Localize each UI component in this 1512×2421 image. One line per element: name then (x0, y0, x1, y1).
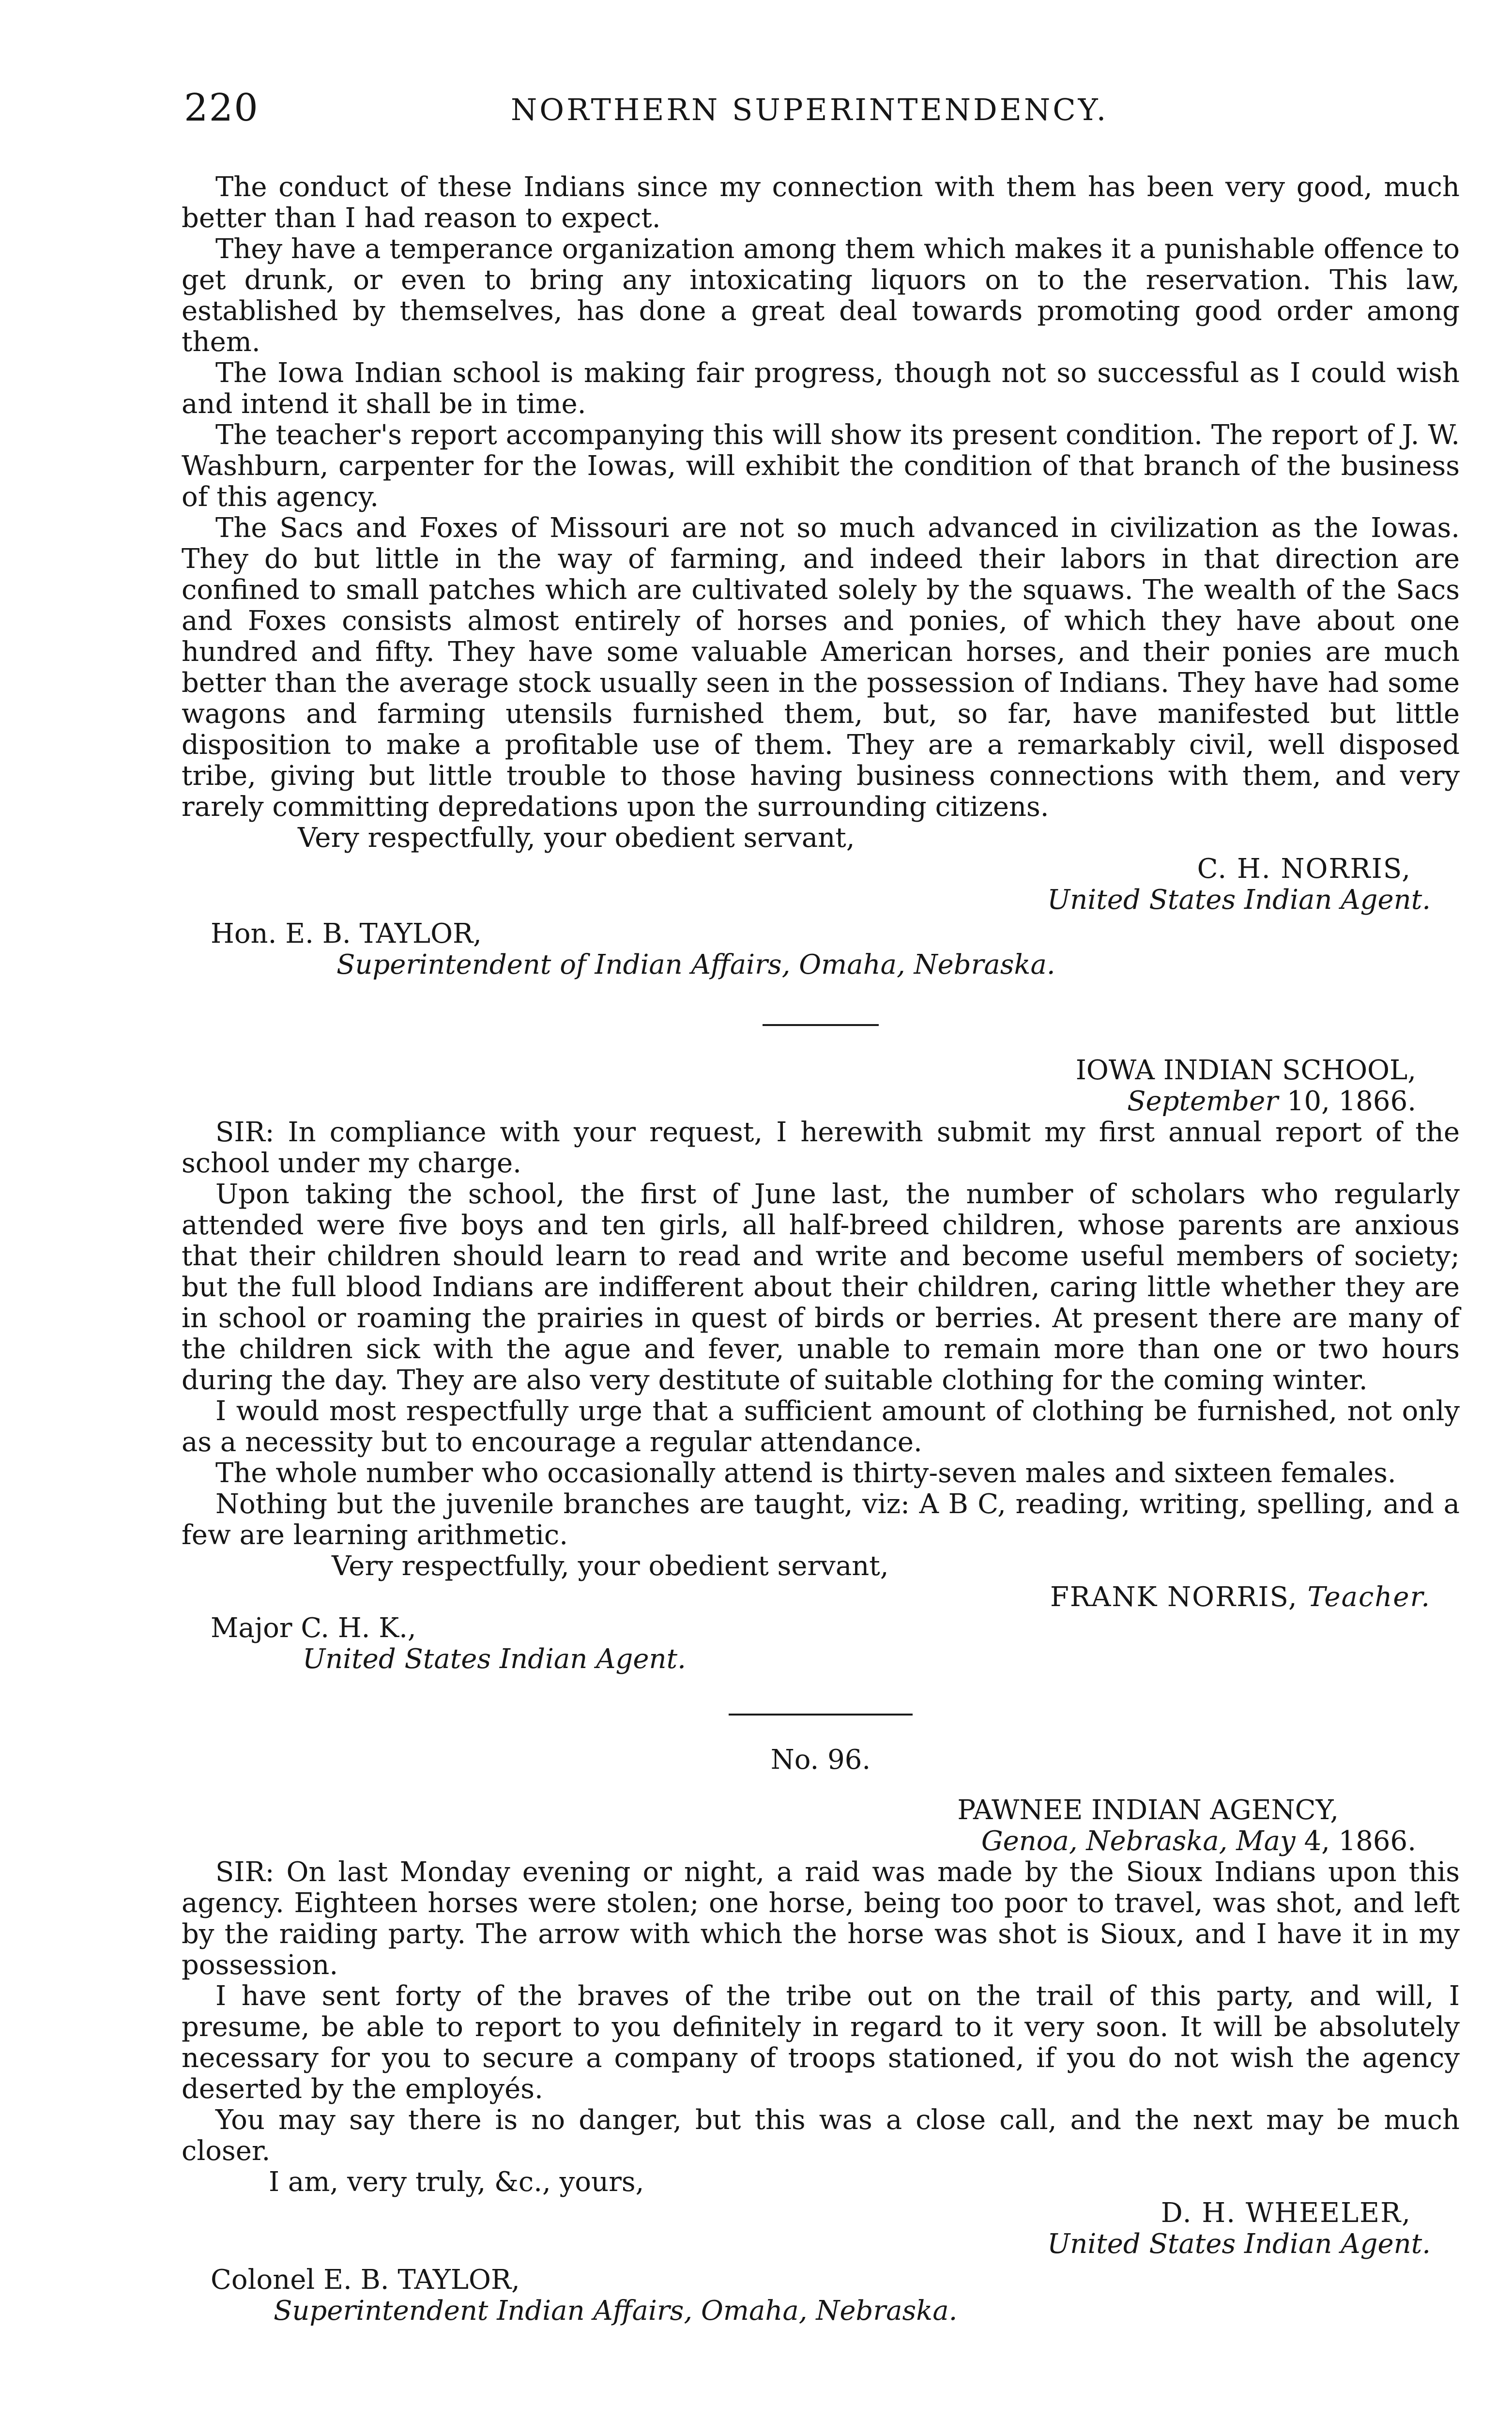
letter-pawnee-agency (182, 1745, 1460, 2327)
paragraph: You may say there is no danger, but this was a close call, and the next may be much closer. (182, 2104, 1460, 2167)
document-number: No. 96. (770, 1744, 871, 1776)
paragraph: The teacher's report accompanying this will show its present condition. The report of J. W. Washburn, carpenter for the Iowas, will exhibit the condition of that branch of the business of this agency. (182, 419, 1460, 513)
paragraph: The conduct of these Indians since my connection with them has been very good, much better than I had reason to expect. (182, 171, 1460, 234)
dateline (182, 1795, 1460, 1857)
dateline-place: IOWA INDIAN SCHOOL, (1075, 1055, 1416, 1086)
paragraph: I would most respectfully urge that a sufficient amount of clothing be furnished, not only as a necessity but to encourage a regular attendance. (182, 1395, 1460, 1458)
dateline (182, 1055, 1460, 1117)
paragraph: SIR: In compliance with your request, I herewith submit my first annual report of the school under my charge. (182, 1117, 1460, 1179)
dateline-place: PAWNEE INDIAN AGENCY, (957, 1794, 1339, 1826)
page-number: 220 (184, 86, 259, 130)
signature-block (182, 2198, 1460, 2260)
signature-block (182, 1582, 1460, 1613)
paragraph: The whole number who occasionally attend is thirty-seven males and sixteen females. (215, 1457, 1396, 1489)
signature-title: United States Indian Agent. (1047, 2228, 1431, 2260)
addressee-name: Colonel E. B. TAYLOR, (211, 2264, 520, 2296)
salutation: SIR: (215, 1856, 275, 1888)
dateline-date: Genoa, Nebraska, May 4, 1866. (981, 1825, 1416, 1857)
paragraph: SIR: On last Monday evening or night, a raid was made by the Sioux Indians upon this agency. Eighteen horses were stolen; one horse, being too poor to travel, was shot, and left by the raiding party. The arrow with which the horse was shot is Sioux, and I have it in my possession. (182, 1856, 1460, 1981)
addressee (182, 1613, 1460, 1675)
signature-name: D. H. WHEELER, (1161, 2197, 1411, 2229)
page-body (182, 172, 1460, 2327)
paragraph: They have a temperance organization among them which makes it a punishable offence to get drunk, or even to bring any intoxicating liquors on to the reservation. This law, established by themselves, has done a great deal towards promoting good order among them. (182, 233, 1460, 358)
paragraph: Upon taking the school, the first of June last, the number of scholars who regularly attended were five boys and ten girls, all half-breed children, whose parents are anxious that their children should learn to read and write and become useful members of society; but the full blood Indians are indifferent about their children, caring little whether they are in school or roaming the prairies in quest of birds or berries. At present there are many of the children sick with the ague and fever, unable to remain more than one or two hours during the day. They are also very destitute of suitable clothing for the coming winter. (182, 1179, 1460, 1396)
signature-line (182, 1582, 1431, 1613)
dateline-date: September 10, 1866. (1127, 1086, 1416, 1117)
paragraph: The Sacs and Foxes of Missouri are not so much advanced in civilization as the Iowas. They do but little in the way of farming, and indeed their labors in that direction are confined to small patches which are cultivated solely by the squaws. The wealth of the Sacs and Foxes consists almost entirely of horses and ponies, of which they have about one hundred and fifty. They have some valuable American horses, and their ponies are much better than the average stock usually seen in the possession of Indians. They have had some wagons and farming utensils furnished them, but, so far, have manifested but little disposition to make a profitable use of them. They are a remarkably civil, well disposed tribe, giving but little trouble to those having business connections with them, and very rarely committing depredations upon the surrounding citizens. (182, 512, 1460, 823)
running-title: NORTHERN SUPERINTENDENCY. (511, 92, 1109, 127)
letter-iowa-school-report (182, 1055, 1460, 1675)
page-header (184, 86, 1450, 139)
addressee-title: United States Indian Agent. (303, 1643, 686, 1675)
addressee-name: Hon. E. B. TAYLOR, (211, 918, 482, 950)
letter-norris-agent (182, 172, 1460, 981)
salutation: SIR: (215, 1117, 275, 1148)
paragraph: Nothing but the juvenile branches are taught, viz: A B C, reading, writing, spelling, and a few are learning arithmetic. (182, 1488, 1460, 1551)
section-divider (763, 1024, 879, 1026)
signature-title: Teacher. (1307, 1581, 1431, 1613)
addressee-name: Major C. H. K., (211, 1612, 416, 1644)
paragraph: The Iowa Indian school is making fair progress, though not so successful as I could wish and intend it shall be in time. (182, 357, 1460, 420)
signature-name: FRANK NORRIS, (1050, 1581, 1298, 1613)
section-divider (729, 1714, 913, 1716)
signature-title: United States Indian Agent. (1047, 884, 1431, 916)
addressee (182, 2265, 1460, 2327)
closing-line: I am, very truly, &c., yours, (269, 2166, 644, 2198)
paragraph: I have sent forty of the braves of the tribe out on the trail of this party, and will, I presume, be able to report to you definitely in regard to it very soon. It will be absolutely necessary for you to secure a company of troops stationed, if you do not wish the agency deserted by the employés. (182, 1980, 1460, 2105)
addressee-title: Superintendent of Indian Affairs, Omaha, Nebraska. (336, 949, 1055, 981)
closing-line: Very respectfully, your obedient servant, (298, 822, 855, 854)
signature-name: C. H. NORRIS, (1197, 853, 1411, 885)
addressee (182, 919, 1460, 981)
closing-line: Very respectfully, your obedient servant, (332, 1550, 889, 1582)
signature-block (182, 854, 1460, 916)
addressee-title: Superintendent Indian Affairs, Omaha, Nebraska. (274, 2295, 958, 2327)
